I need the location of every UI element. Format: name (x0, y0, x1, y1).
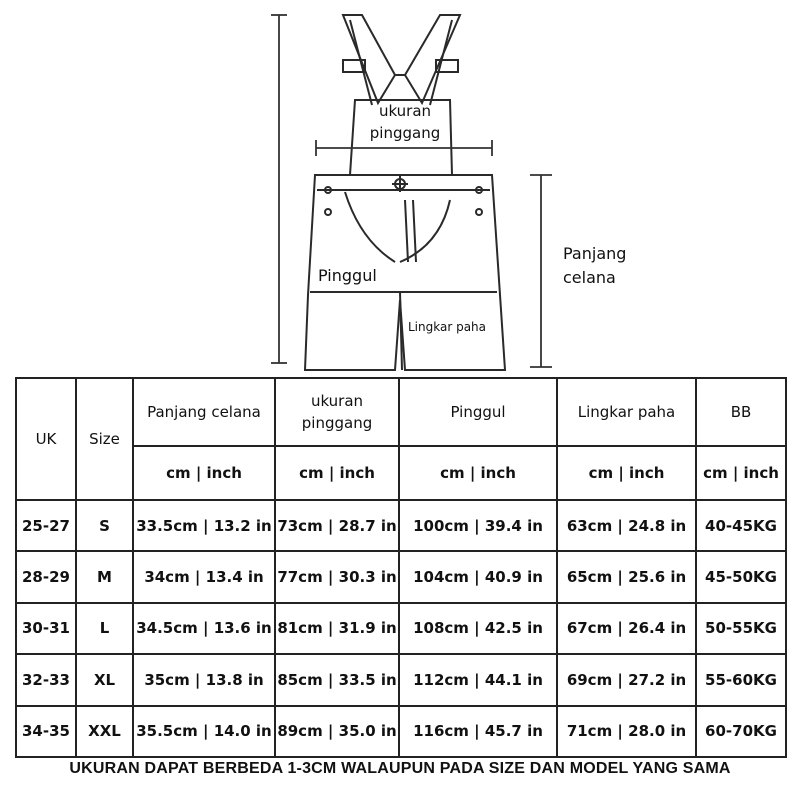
header-uk: UK (16, 378, 76, 500)
header-size: Size (76, 378, 133, 500)
cell-size: XL (76, 654, 133, 705)
table-row (16, 603, 786, 654)
cell-length: 35.5cm | 14.0 in (133, 706, 275, 757)
unit-thigh: cm | inch (557, 446, 696, 500)
cell-hip: 104cm | 40.9 in (399, 551, 557, 602)
cell-uk: 34-35 (16, 706, 76, 757)
cell-waist: 73cm | 28.7 in (275, 500, 399, 551)
cell-length: 35cm | 13.8 in (133, 654, 275, 705)
cell-hip: 116cm | 45.7 in (399, 706, 557, 757)
cell-size: S (76, 500, 133, 551)
unit-waist: cm | inch (275, 446, 399, 500)
hip-label: Pinggul (318, 266, 377, 285)
header-waist (275, 378, 399, 446)
table-row (16, 706, 786, 757)
overall-diagram (0, 0, 800, 375)
cell-length: 34cm | 13.4 in (133, 551, 275, 602)
overall-sketch (0, 0, 800, 375)
cell-thigh: 71cm | 28.0 in (557, 706, 696, 757)
waist-label-line2: pinggang (369, 124, 441, 142)
table-row (16, 500, 786, 551)
header-thigh: Lingkar paha (557, 378, 696, 446)
unit-length: cm | inch (133, 446, 275, 500)
cell-bb: 50-55KG (696, 603, 786, 654)
cell-thigh: 63cm | 24.8 in (557, 500, 696, 551)
cell-size: L (76, 603, 133, 654)
cell-uk: 32-33 (16, 654, 76, 705)
thigh-label: Lingkar paha (408, 320, 487, 334)
cell-thigh: 65cm | 25.6 in (557, 551, 696, 602)
cell-uk: 25-27 (16, 500, 76, 551)
cell-hip: 112cm | 44.1 in (399, 654, 557, 705)
cell-hip: 108cm | 42.5 in (399, 603, 557, 654)
cell-size: XXL (76, 706, 133, 757)
length-label (563, 242, 626, 290)
cell-bb: 40-45KG (696, 500, 786, 551)
unit-hip: cm | inch (399, 446, 557, 500)
cell-length: 33.5cm | 13.2 in (133, 500, 275, 551)
cell-hip: 100cm | 39.4 in (399, 500, 557, 551)
table-row (16, 551, 786, 602)
header-waist-text: ukuran pinggang (301, 392, 373, 432)
cell-waist: 81cm | 31.9 in (275, 603, 399, 654)
cell-thigh: 67cm | 26.4 in (557, 603, 696, 654)
waist-label-line1: ukuran (378, 102, 432, 120)
cell-uk: 28-29 (16, 551, 76, 602)
header-length: Panjang celana (133, 378, 275, 446)
disclaimer-note: UKURAN DAPAT BERBEDA 1-3CM WALAUPUN PADA SIZE DAN MODEL YANG SAMA (69, 760, 731, 777)
waist-label (360, 100, 450, 144)
length-label-line1: Panjang (563, 244, 627, 263)
table-row (16, 654, 786, 705)
cell-bb: 55-60KG (696, 654, 786, 705)
header-hip: Pinggul (399, 378, 557, 446)
cell-bb: 60-70KG (696, 706, 786, 757)
unit-bb: cm | inch (696, 446, 786, 500)
cell-waist: 85cm | 33.5 in (275, 654, 399, 705)
size-table (15, 377, 787, 758)
cell-bb: 45-50KG (696, 551, 786, 602)
cell-size: M (76, 551, 133, 602)
cell-waist: 77cm | 30.3 in (275, 551, 399, 602)
length-label-line2: celana (563, 268, 616, 287)
header-bb: BB (696, 378, 786, 446)
cell-waist: 89cm | 35.0 in (275, 706, 399, 757)
cell-thigh: 69cm | 27.2 in (557, 654, 696, 705)
cell-uk: 30-31 (16, 603, 76, 654)
cell-length: 34.5cm | 13.6 in (133, 603, 275, 654)
